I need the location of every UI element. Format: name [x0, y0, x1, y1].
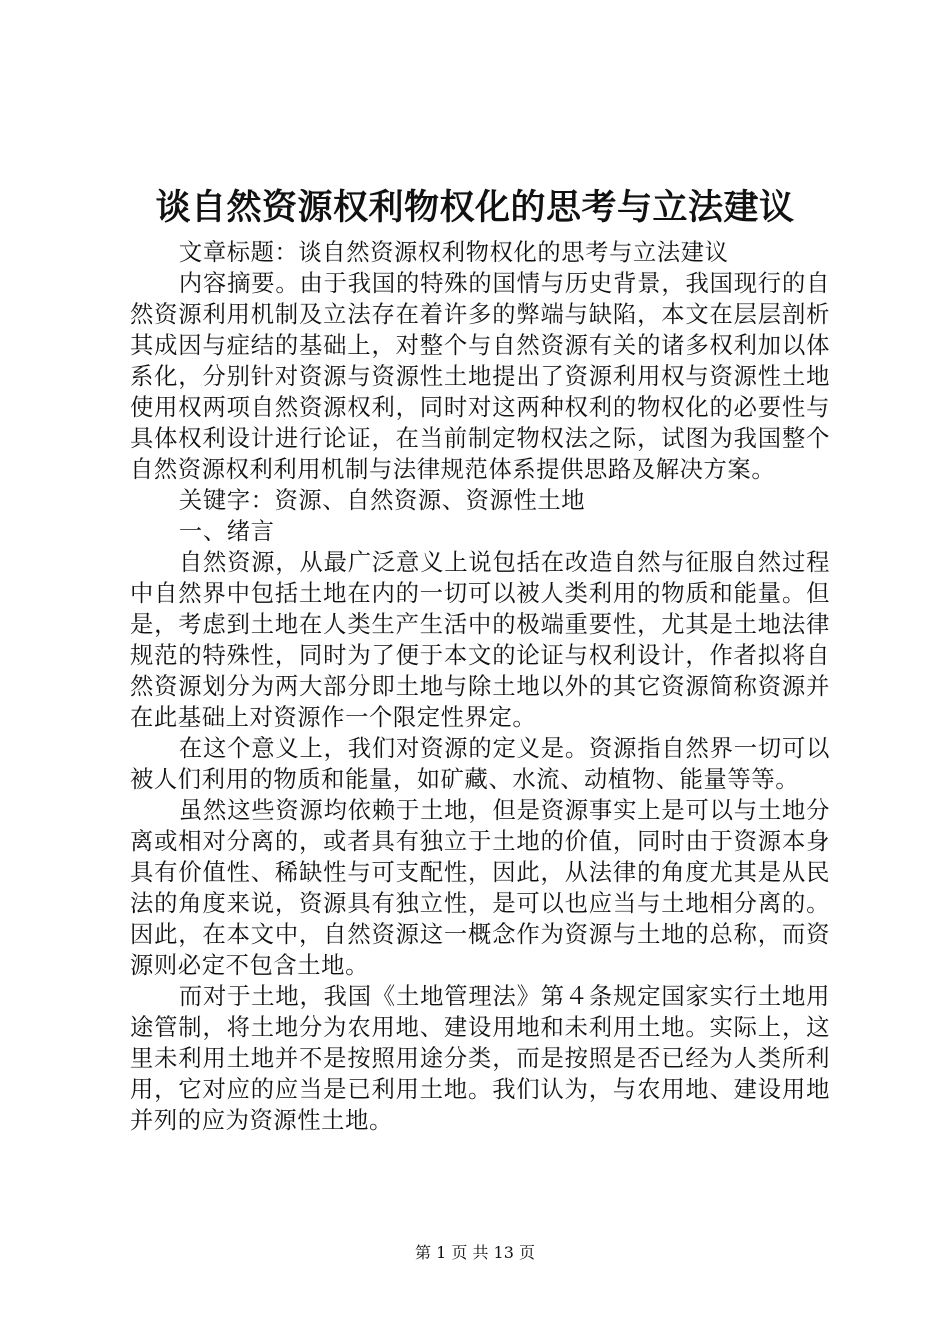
body-paragraph: 自然资源，从最广泛意义上说包括在改造自然与征服自然过程中自然界中包括土地在内的一切可以被人类利用的物质和能量。但是，考虑到土地在人类生产生活中的极端重要性，尤其是土地法律规范的特殊性，同时为了便于本文的论证与权利设计，作者拟将自然资源划分为两大部分即土地与除土地以外的其它资源简称资源并在此基础上对资源作一个限定性界定。 — [130, 549, 830, 731]
body-paragraph: 虽然这些资源均依赖于土地，但是资源事实上是可以与土地分离或相对分离的，或者具有独立于土地的价值，同时由于资源本身具有价值性、稀缺性与可支配性，因此，从法律的角度尤其是从民法的角度来说，资源具有独立性，是可以也应当与土地相分离的。因此，在本文中，自然资源这一概念作为资源与土地的总称，而资源则必定不包含土地。 — [130, 797, 830, 979]
body-paragraph: 在这个意义上，我们对资源的定义是。资源指自然界一切可以被人们利用的物质和能量，如矿藏、水流、动植物、能量等等。 — [130, 735, 830, 793]
section-heading: 一、绪言 — [178, 518, 275, 545]
keywords-line: 关键字：资源、自然资源、资源性土地 — [178, 487, 586, 514]
body-paragraph: 而对于土地，我国《土地管理法》第４条规定国家实行土地用途管制，将土地分为农用地、建设用地和未利用土地。实际上，这里未利用土地并不是按照用途分类，而是按照是否已经为人类所利用，它对应的应当是已利用土地。我们认为，与农用地、建设用地并列的应为资源性土地。 — [130, 983, 830, 1134]
document-body — [130, 237, 830, 1136]
page-footer: 第 1 页 共 13 页 — [415, 1243, 535, 1262]
abstract-paragraph: 内容摘要。由于我国的特殊的国情与历史背景，我国现行的自然资源利用机制及立法存在着许多的弊端与缺陷，本文在层层剖析其成因与症结的基础上，对整个与自然资源有关的诸多权利加以体系化，分别针对资源与资源性土地提出了资源利用权与资源性土地使用权两项自然资源权利，同时对这两种权利的物权化的必要性与具体权利设计进行论证，在当前制定物权法之际，试图为我国整个自然资源权利利用机制与法律规范体系提供思路及解决方案。 — [130, 270, 830, 483]
article-title-line: 文章标题：谈自然资源权利物权化的思考与立法建议 — [178, 239, 729, 266]
document-title: 谈自然资源权利物权化的思考与立法建议 — [155, 187, 795, 228]
